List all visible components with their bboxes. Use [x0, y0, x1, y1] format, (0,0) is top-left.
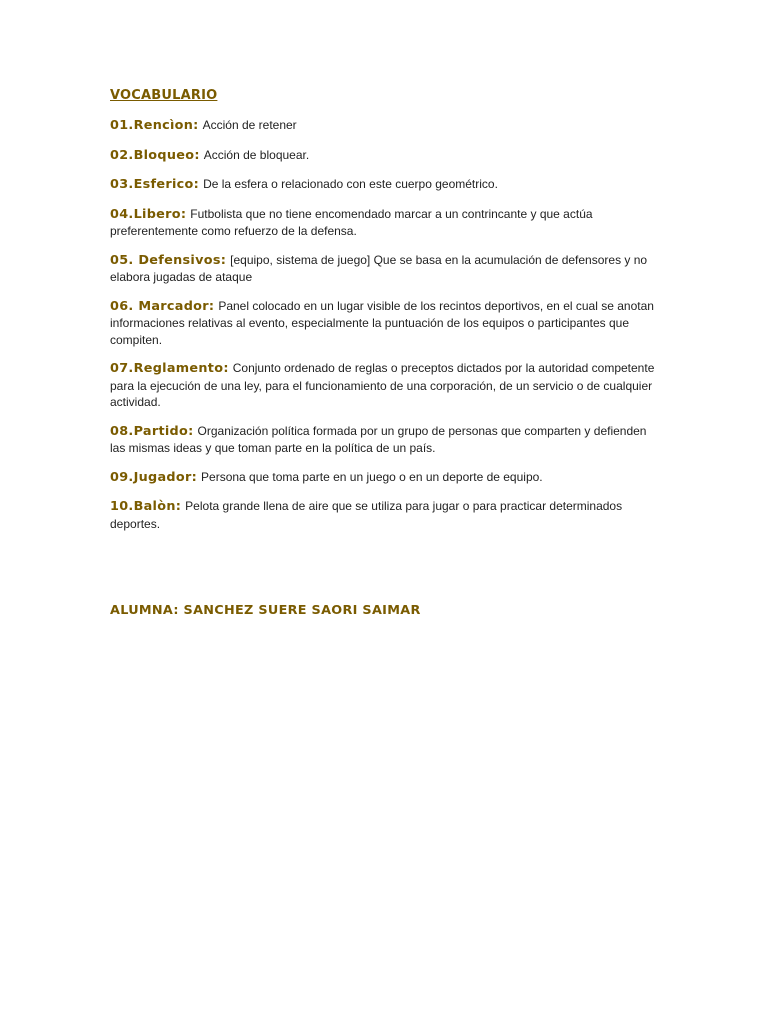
student-name: ALUMNA: SANCHEZ SUERE SAORI SAIMAR: [110, 603, 421, 618]
document-title: VOCABULARIO: [110, 88, 218, 103]
entry-definition: Organización política formada por un grupo de personas que comparten y defienden las mismas ideas y que toman parte en la política de un país.: [110, 423, 647, 455]
vocabulary-section: [110, 88, 658, 544]
entry-term: 01.Rencìon:: [110, 118, 199, 133]
entry-term: 07.Reglamento:: [110, 361, 229, 376]
entry-term: 09.Jugador:: [110, 469, 198, 485]
entry-definition: Acción de retener: [202, 118, 297, 132]
vocabulary-entry: [110, 298, 658, 349]
entry-definition: Futbolista que no tiene encomendado marcar a un contrincante y que actúa preferentemente como refuerzo de la defensa.: [110, 206, 593, 238]
entry-term: 08.Partido:: [110, 423, 194, 439]
vocabulary-entry: [110, 360, 658, 411]
entry-term: 10.Balòn:: [110, 499, 182, 514]
vocabulary-entry: [110, 252, 658, 286]
entry-definition: Conjunto ordenado de reglas o preceptos dictados por la autoridad competente para la ejecución de una ley, para el funcionamiento de una corporación, de un servicio o de cualquier actividad.: [110, 361, 655, 409]
entry-definition: Pelota grande llena de aire que se utiliza para jugar o para practicar determinados deportes.: [110, 499, 623, 531]
vocabulary-entry: [110, 469, 658, 487]
entry-term: 05. Defensivos:: [110, 252, 227, 268]
entry-term: 04.Libero:: [110, 206, 187, 222]
entry-term: 06. Marcador:: [110, 298, 215, 314]
entry-definition: De la esfera o relacionado con este cuerpo geométrico.: [203, 177, 498, 191]
vocabulary-entry: [110, 498, 658, 532]
entry-definition: Panel colocado en un lugar visible de los recintos deportivos, en el cual se anotan informaciones relativas al evento, especialmente la puntuación de los equipos o participantes que compiten.: [110, 298, 654, 347]
vocabulary-entry: [110, 206, 658, 240]
entry-term: 03.Esferico:: [110, 177, 200, 192]
entry-definition: Persona que toma parte en un juego o en un deporte de equipo.: [201, 469, 543, 484]
entry-definition: [equipo, sistema de juego] Que se basa en la acumulación de defensores y no elabora jugadas de ataque: [110, 252, 648, 284]
vocabulary-entry: [110, 117, 658, 135]
entry-term: 02.Bloqueo:: [110, 147, 200, 163]
vocabulary-entry: [110, 423, 658, 457]
vocabulary-entry: [110, 147, 658, 165]
vocabulary-entry: [110, 176, 658, 194]
entry-definition: Acción de bloquear.: [203, 147, 310, 162]
